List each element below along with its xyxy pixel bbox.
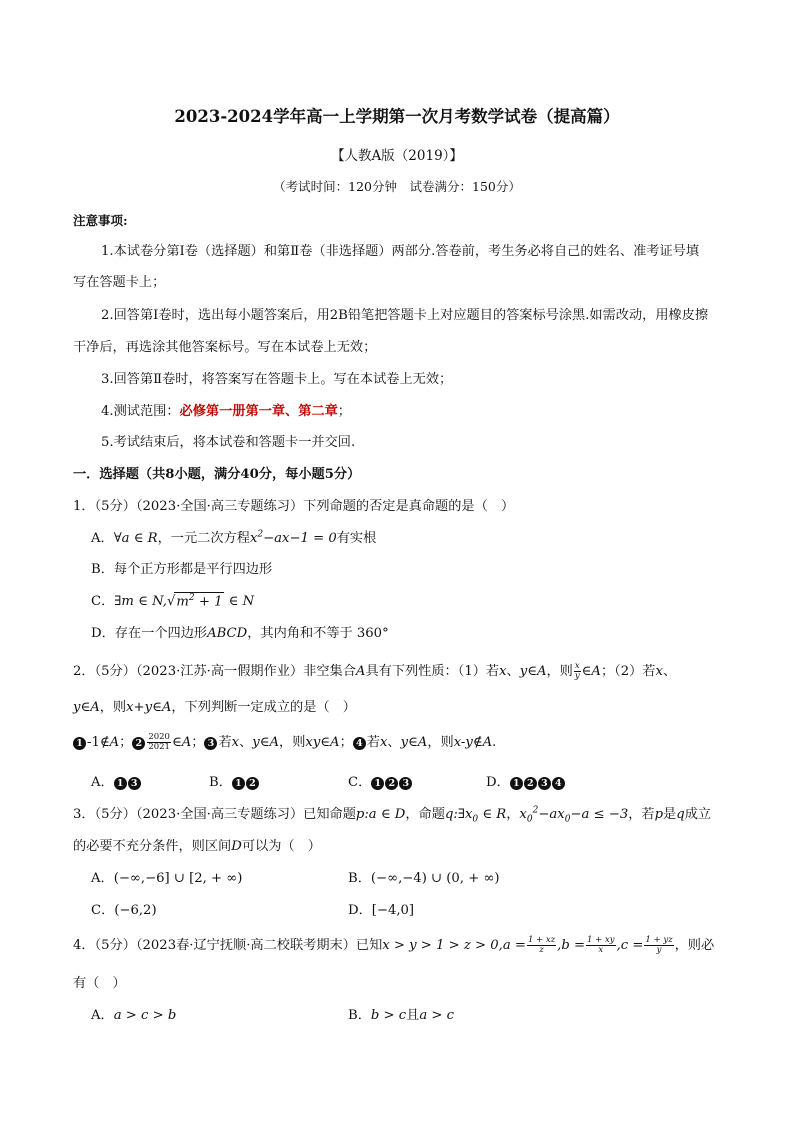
notice-item-2-line-1: 2.回答第Ⅰ卷时，选出每小题答案后，用2B铅笔把答题卡上对应题目的答案标号涂黑.如需改动，用橡皮擦	[101, 308, 709, 323]
notice-item-1-line-1: 1.本试卷分第Ⅰ卷（选择题）和第Ⅱ卷（非选择题）两部分.答卷前，考生务必将自己的姓名、准考证号填	[101, 244, 700, 259]
question-2-line-1: 2．（5分）（2023·江苏·高一假期作业）非空集合A具有下列性质：（1）若x、y∈A，则 $\frac{x}{y}$ ∈A；（2）若x、	[73, 661, 677, 681]
notice-item-3: 3.回答第Ⅱ卷时，将答案写在答题卡上。写在本试卷上无效；	[101, 372, 453, 387]
question-4-line-1: 4．（5分）（2023春·辽宁抚顺·高二校联考期末）已知x > y > 1 > z > 0,a = $\frac{1 + xz}{z}$ ,b = $\frac{1 + xy}{x}$ ,c = $\frac{1 + yz}{y}$ ，则必	[73, 935, 715, 955]
notice-item-1-line-2: 写在答题卡上；	[73, 275, 166, 290]
question-4-option-a: A．a > c > b	[91, 1008, 177, 1023]
section-heading: 一．选择题（共8小题，满分40分，每小题5分）	[73, 467, 361, 482]
question-3-line-2: 的必要不充分条件，则区间D可以为（ ）	[73, 839, 321, 854]
question-3-option-b: B．(−∞,−4) ∪ (0, + ∞)	[348, 871, 500, 886]
question-1-stem: 1．（5分）（2023·全国·高三专题练习）下列命题的否定是真命题的是（ ）	[73, 499, 515, 514]
question-3-option-c: C．(−6,2)	[91, 903, 157, 918]
question-2-statements: 1 -1∉A； 2 $\frac{2020}{2021}$ ∈A； 3 若x、y∈A，则xy∈A； 4 若x、y∈A，则x-y∉A.	[73, 731, 496, 752]
question-1-option-d: D．存在一个四边形ABCD，其内角和不等于 360°	[91, 626, 389, 641]
exam-info: （考试时间：120分钟 试卷满分：150分）	[273, 179, 521, 194]
question-1-option-c: C．∃m ∈ $N,√m^2 + 1$ ∈ N	[91, 592, 255, 609]
question-2-option-c: C． 1 2 3	[348, 771, 413, 790]
notice-item-2-line-2: 干净后，再选涂其他答案标号。写在本试卷上无效；	[73, 340, 377, 355]
question-2-option-a: A． 1 3	[91, 771, 142, 790]
test-scope: 必修第一册第一章、第二章	[179, 404, 338, 419]
page-title: 2023-2024学年高一上学期第一次月考数学试卷（提高篇）	[174, 107, 620, 126]
notice-item-4: 4.测试范围：必修第一册第一章、第二章；	[101, 404, 351, 419]
edition-subtitle: 【人教A版（2019）】	[331, 148, 463, 164]
notice-heading: 注意事项:	[73, 213, 128, 228]
question-3-option-a: A．(−∞,−6] ∪ [2, + ∞)	[91, 871, 243, 886]
question-2-line-2: y∈A，则x+y∈A，下列判断一定成立的是（ ）	[73, 700, 356, 715]
question-2-option-b: B． 1 2	[209, 771, 260, 790]
question-2-option-d: D． 1 2 3 4	[486, 771, 566, 790]
question-3-option-d: D．[−4,0]	[348, 903, 415, 918]
question-4-line-2: 有（ ）	[73, 976, 126, 991]
notice-item-5: 5.考试结束后，将本试卷和答题卡一并交回.	[101, 435, 356, 450]
question-3-line-1: 3．（5分）（2023·全国·高三专题练习）已知命题p:a ∈ D，命题$q:\exists x_0$ ∈ R，$x_0^2-ax_0-a \le -3$，若p是q成立	[73, 805, 712, 825]
question-4-option-b: B．b > c且a > c	[348, 1008, 455, 1023]
question-1-option-a: A．∀a ∈ R，一元二次方程$x^2-ax-1 = 0$有实根	[91, 529, 377, 546]
question-1-option-b: B．每个正方形都是平行四边形	[91, 562, 273, 577]
